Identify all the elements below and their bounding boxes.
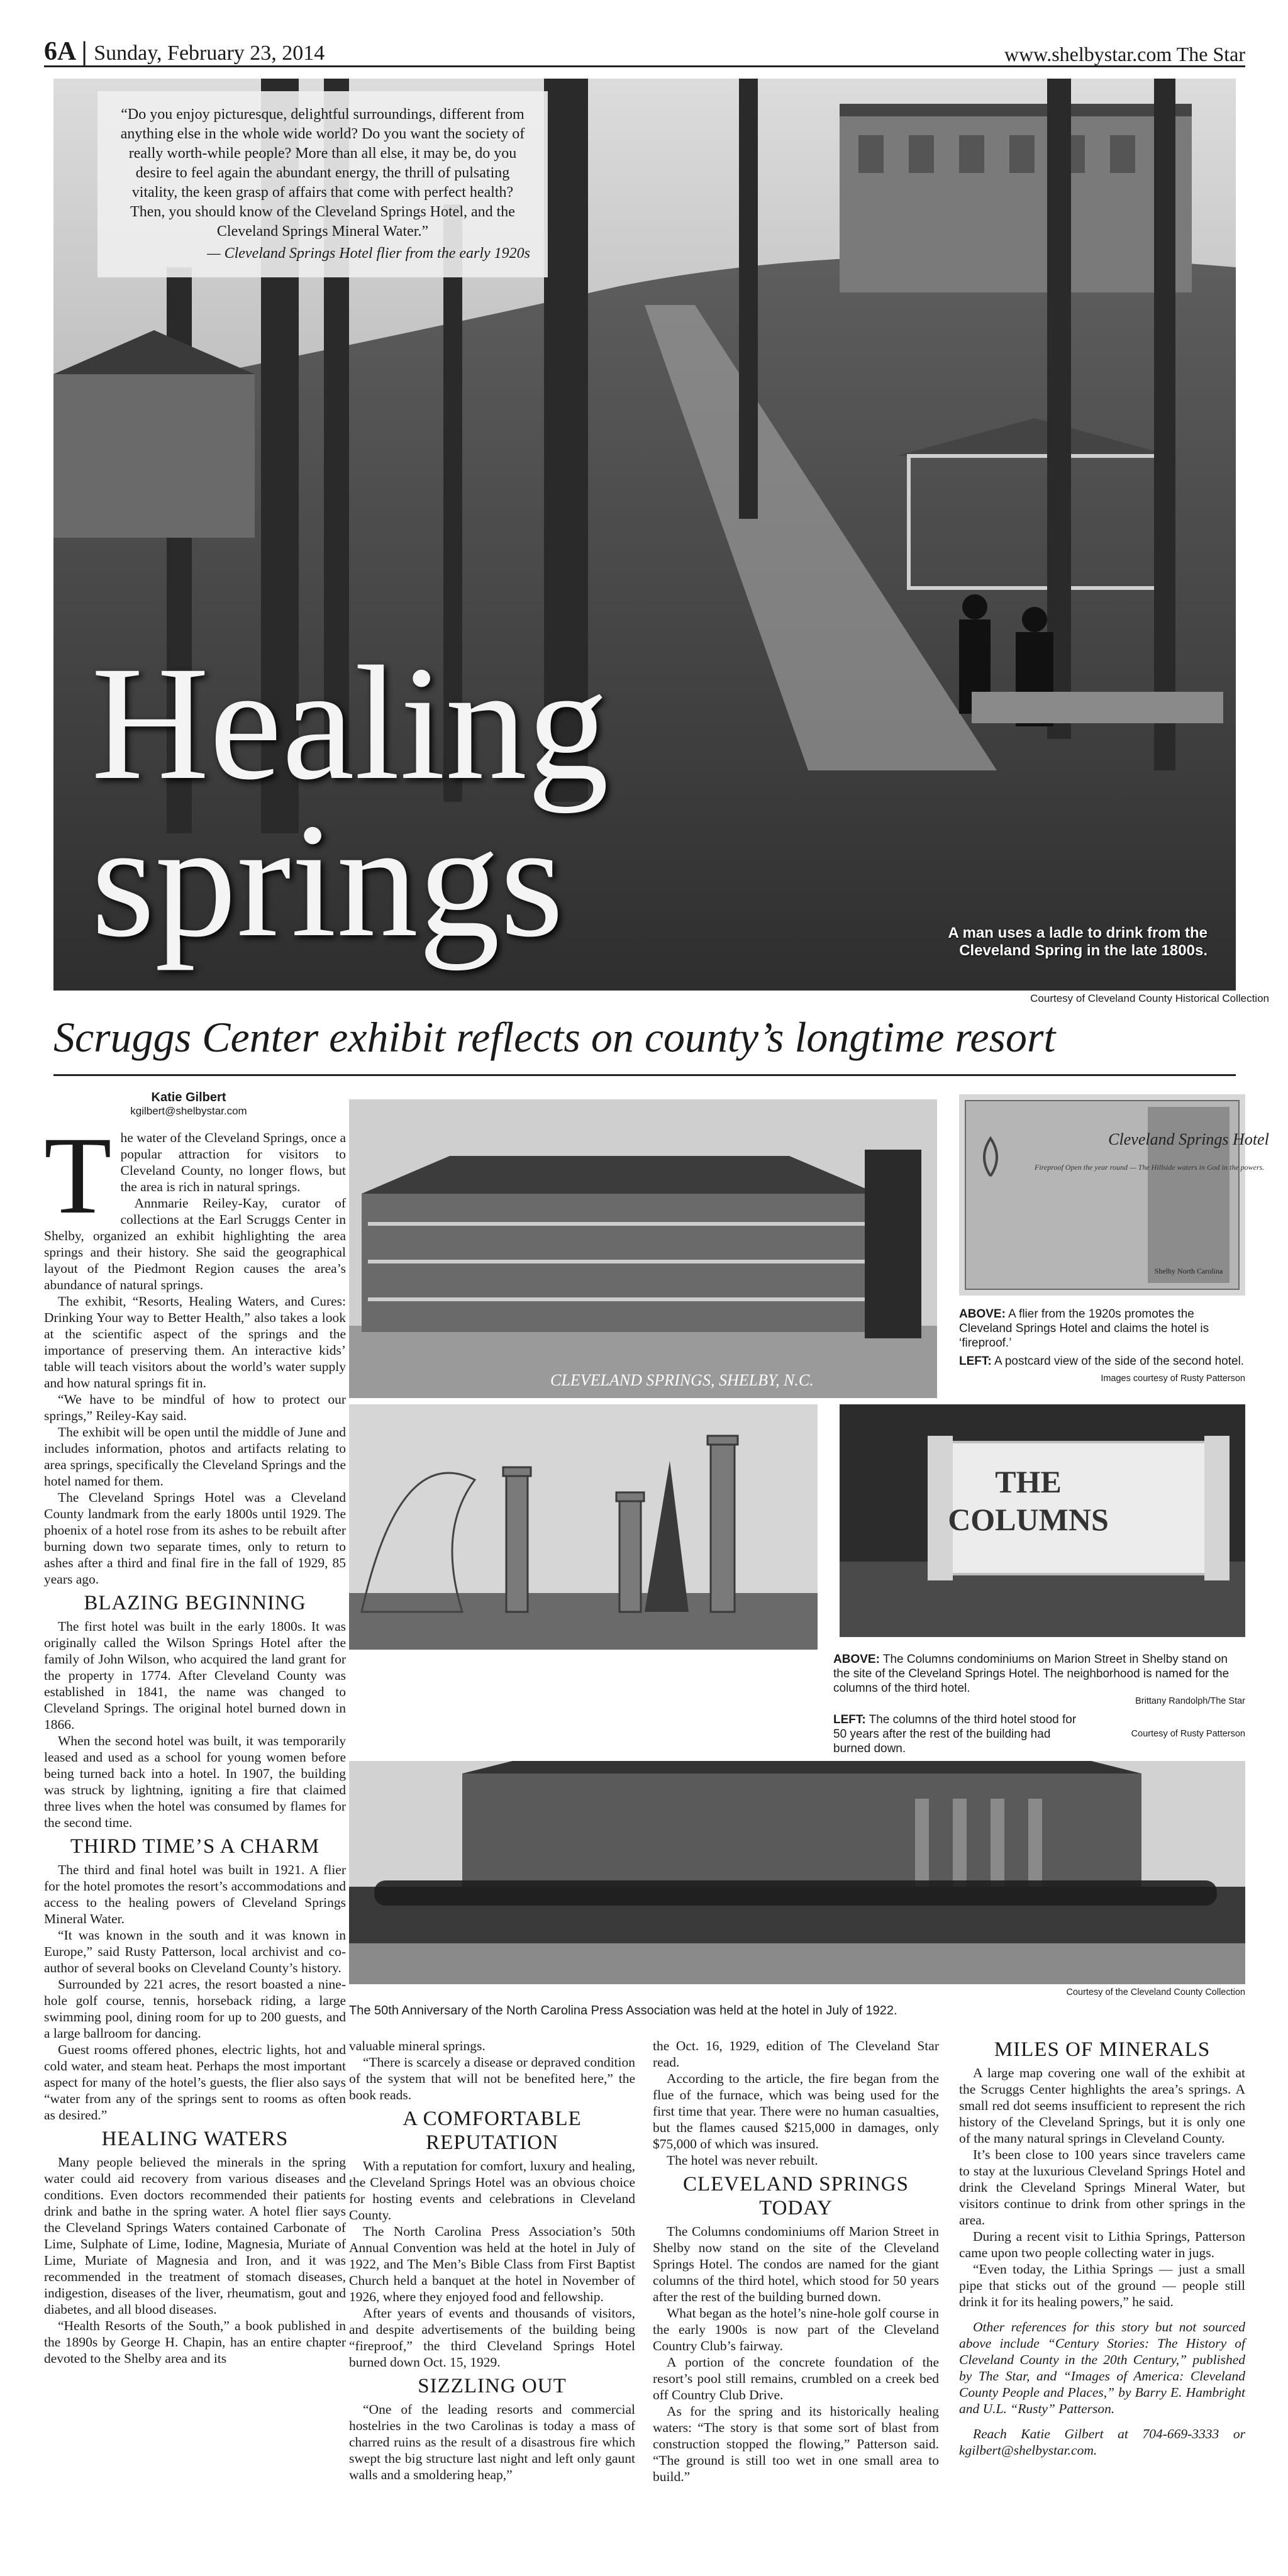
caption-label: ABOVE: — [833, 1653, 880, 1666]
paragraph: the Oct. 16, 1929, edition of The Cleveland Star read. — [653, 2038, 939, 2070]
paragraph: The Cleveland Springs Hotel was a Cleveland County landmark from the early 1800s until 1929. The phoenix of a hotel rose from its ashes to be rebuilt after burning down two separate times, only to return to ashes after a third and final fire in the fall of 1929, 85 years ago. — [44, 1490, 346, 1587]
paragraph: Guest rooms offered phones, electric lights, hot and cold water, and steam heat. Perhaps the most important aspect for many of the hotel’s guests, the flier also says “water from any of the springs sent to rooms as often as desired.” — [44, 2042, 346, 2123]
columns-sign-photo — [840, 1404, 1245, 1637]
caption-text: A postcard view of the side of the second hotel. — [991, 1355, 1245, 1368]
article-column-2 — [349, 2038, 635, 2483]
paragraph: The third and final hotel was built in 1921. A flier for the hotel promotes the resort’s accommodations and access to the healing powers of Cleveland Springs Mineral Water. — [44, 1862, 346, 1926]
sources-note: Other references for this story but not sourced above include “Century Stories: The History of Cleveland County in the 20th Century,” published by The Star, and “Images of America: Cleveland County People and Places,” by Barry E. Hambright and U.L. “Rusty” Patterson. — [959, 2319, 1245, 2416]
paragraph: The North Carolina Press Association’s 50th Annual Convention was held at the hotel in July of 1922, and The Men’s Bible Class from First Baptist Church held a banquet at the hotel in November of 1926, where they enjoyed food and fellowship. — [349, 2224, 635, 2304]
paragraph: valuable mineral springs. — [349, 2038, 486, 2053]
headline-line-1: Healing — [91, 633, 609, 814]
paragraph: As for the spring and its historically healing waters: “The story is that some sort of blast from construction stopped the flowing,” Patterson said. “The ground is still too wet in one small area to build.” — [653, 2404, 939, 2484]
site-name: www.shelbystar.com The Star — [1004, 43, 1245, 65]
photo-credit: Courtesy of Rusty Patterson — [1131, 1729, 1245, 1739]
paragraph: With a reputation for comfort, luxury and healing, the Cleveland Springs Hotel was an obvious choice for hosting events and celebrations in Cleveland County. — [349, 2158, 635, 2223]
headline-line-2: springs — [91, 790, 564, 971]
caption-text: The Columns condominiums on Marion Street in Shelby stand on the site of the Cleveland Springs Hotel. The neighborhood is named for the columns of the third hotel. — [833, 1653, 1230, 1695]
postcard-caption — [959, 1354, 1245, 1368]
section-heading: SIZZLING OUT — [418, 2375, 567, 2397]
drop-cap: T — [44, 1114, 112, 1237]
paragraph: What began as the hotel’s nine-hole golf course in the early 1900s is now part of the Cleveland Country Club’s fairway. — [653, 2306, 939, 2353]
section-heading: A COMFORTABLE REPUTATION — [402, 2107, 582, 2154]
columns-sign-scene — [840, 1404, 1245, 1637]
paragraph: “We have to be mindful of how to protect our springs,” Reiley-Kay said. — [44, 1392, 346, 1423]
flier-footer: Shelby North Carolina — [1154, 1267, 1223, 1275]
hero-credit: Courtesy of Cleveland County Historical Collection — [1030, 992, 1269, 1004]
photo-credit: Images courtesy of Rusty Patterson — [1101, 1374, 1245, 1384]
paragraph: “There is scarcely a disease or depraved condition of the system that will not be benefited here,” the book reads. — [349, 2055, 635, 2102]
byline-email: kgilbert@shelbystar.com — [130, 1105, 247, 1117]
paragraph: Annmarie Reiley-Kay, curator of collections at the Earl Scruggs Center in Shelby, organized an exhibit highlighting the area springs and their history. She said the geographical layout of the Piedmont Region causes the area’s abundance of natural springs. — [44, 1196, 346, 1292]
hotel-postcard-photo — [349, 1099, 937, 1398]
subheadline: Scruggs Center exhibit reflects on county’s longtime resort — [53, 1013, 1056, 1061]
caption-label: ABOVE: — [959, 1307, 1006, 1321]
press-association-scene — [349, 1761, 1245, 1984]
hero-quote-box — [97, 91, 548, 277]
paragraph: A portion of the concrete foundation of the resort’s pool still remains, crumbled on a creek bed off Country Club Drive. — [653, 2355, 939, 2402]
section-heading: THIRD TIME’S A CHARM — [70, 1835, 320, 1858]
paragraph: During a recent visit to Lithia Springs, Patterson came upon two people collecting water in jugs. — [959, 2229, 1245, 2260]
flier-caption — [959, 1307, 1245, 1350]
flier-scene — [959, 1094, 1269, 1296]
hero-quote: “Do you enjoy picturesque, delightful surroundings, different from anything else in the whole wide world? Do you want the society of really worth-while people? More than all else, it may be, do you desire to feel again the abundant energy, the thrill of pulsating vitality, the keen grasp of affairs that come with perfect health? Then, you should know of the Cleveland Springs Hotel, and the Cleveland Springs Mineral Water.” — [120, 106, 525, 240]
sign-caption — [833, 1652, 1245, 1696]
section-heading: MILES OF MINERALS — [994, 2038, 1211, 2061]
hotel-postcard-scene — [349, 1099, 937, 1398]
flier-title: Cleveland Springs Hotel — [1108, 1130, 1269, 1148]
paragraph: It’s been close to 100 years since travelers came to stay at the luxurious Cleveland Springs Hotel and drink the Cleveland Springs Mineral Water, but visitors continue to drink from other springs in the area. — [959, 2147, 1245, 2228]
paragraph: According to the article, the fire began from the flue of the furnace, which was being used for the first time that year. There were no human casualties, but the flames caused $215,000 in damages, only $75,000 of which was insured. — [653, 2071, 939, 2151]
issue-date: Sunday, February 23, 2014 — [94, 42, 325, 65]
paragraph: “Health Resorts of the South,” a book published in the 1890s by George H. Chapin, has an entire chapter devoted to the Shelby area and its — [44, 2318, 346, 2366]
paragraph: The exhibit, “Resorts, Healing Waters, and Cures: Drinking Your way to Better Health,” also takes a look at the scientific aspect of the springs and the importance of preserving them. An interactive kids’ table will teach visitors about the world’s water supply and how natural springs fit in. — [44, 1294, 346, 1391]
paragraph: A large map covering one wall of the exhibit at the Scruggs Center highlights the area’s springs. A small red dot seems insufficient to represent the rich history of the Cleveland Springs, but it is only one of the many natural springs in Cleveland County. — [959, 2065, 1245, 2146]
page-number: 6A — [44, 37, 75, 66]
paragraph: The exhibit will be open until the middle of June and includes information, photos and artifacts relating to area springs, specifically the Cleveland Springs and the hotel named for them. — [44, 1424, 346, 1489]
paragraph: Surrounded by 221 acres, the resort boasted a nine-hole golf course, tennis, horseback riding, a large swimming pool, dining room for up to 200 guests, and a large ballroom for dancing. — [44, 1977, 346, 2041]
photo-credit: Brittany Randolph/The Star — [1135, 1696, 1245, 1706]
paragraph: “It was known in the south and it was known in Europe,” said Rusty Patterson, local archivist and co-author of several books on Cleveland County’s history. — [44, 1928, 346, 1975]
caption-text: The columns of the third hotel stood for 50 years after the rest of the building had burned down. — [833, 1713, 1077, 1755]
section-heading: HEALING WATERS — [101, 2128, 289, 2150]
caption-label: LEFT: — [833, 1713, 866, 1726]
caption-label: LEFT: — [959, 1355, 992, 1368]
columns-ruins-scene — [349, 1404, 818, 1650]
press-association-photo — [349, 1761, 1245, 1984]
paragraph: The hotel was never rebuilt. — [667, 2153, 818, 2168]
postcard-caption-text: CLEVELAND SPRINGS, SHELBY, N.C. — [550, 1371, 814, 1389]
lead-text: he water of the Cleveland Springs, once a popular attraction for visitors to Cleveland County, no longer flows, but the area is rich in natural springs. — [120, 1130, 346, 1194]
page-number-date: 6A | Sunday, February 23, 2014 — [44, 37, 325, 66]
flier-photo — [959, 1094, 1269, 1296]
section-heading: BLAZING BEGINNING — [84, 1592, 306, 1614]
paragraph: After years of events and thousands of visitors, and despite advertisements of the building being “fireproof,” the third Cleveland Springs Hotel burned down Oct. 15, 1929. — [349, 2306, 635, 2370]
hero-photo — [53, 79, 1236, 991]
ruins-caption — [833, 1713, 1085, 1756]
contact-note: Reach Katie Gilbert at 704-669-3333 or kgilbert@shelbystar.com. — [959, 2426, 1245, 2458]
article-column-1 — [44, 1114, 346, 2367]
columns-ruins-photo — [349, 1404, 818, 1650]
byline-name: Katie Gilbert — [151, 1091, 226, 1104]
subhead-rule — [53, 1074, 1236, 1076]
article-column-3 — [653, 2038, 939, 2485]
paragraph: Many people believed the minerals in the spring water could aid recovery from various diseases and conditions. Even doctors recommended their patients drink and bathe in the spring water. A hotel flier says the Cleveland Springs Waters contained Carbonate of Lime, Sulphate of Lime, Iodine, Magnesia, Muriate of Lime, Muriate of Magnesia and Iron, and it was recommended in the treatment of stomach diseases, indigestion, diseases of the liver, rheumatism, gout and diabetes, and all blood diseases. — [44, 2155, 346, 2317]
hero-quote-attribution: — Cleveland Springs Hotel flier from the early 1920s — [207, 245, 530, 262]
paragraph: The Columns condominiums off Marion Street in Shelby now stand on the site of the Cleveland Springs Hotel. The condos are named for the giant columns of the third hotel, which stood for 50 years after the rest of the building burned down. — [653, 2224, 939, 2304]
page-header — [44, 35, 1245, 67]
byline — [107, 1091, 270, 1118]
photo-credit: Courtesy of the Cleveland County Collection — [1066, 1987, 1245, 1997]
lead-paragraph — [44, 1114, 346, 1237]
sign-line-1: THE — [995, 1464, 1062, 1499]
group-photo-caption: The 50th Anniversary of the North Carolina Press Association was held at the hotel in July of 1922. — [349, 2004, 897, 2018]
paragraph: The first hotel was built in the early 1800s. It was originally called the Wilson Springs Hotel after the family of John Wilson, who acquired the land grant for the property in 1774. After Cleveland County was established in 1841, the name was changed to Cleveland Springs. The original hotel burned down in 1866. — [44, 1619, 346, 1732]
flier-text: Fireproof Open the year round — The Hillside waters in God in the powers. — [1035, 1163, 1265, 1172]
article-column-4 — [959, 2038, 1245, 2458]
headline — [91, 633, 609, 971]
paragraph: When the second hotel was built, it was temporarily leased and used as a school for young women before being turned back into a hotel. In 1907, the building was struck by lightning, igniting a fire that claimed three lives when the hotel was consumed by flames for the second time. — [44, 1733, 346, 1830]
hero-caption: A man uses a ladle to drink from the Cleveland Spring in the late 1800s. — [948, 924, 1208, 959]
paragraph: “Even today, the Lithia Springs — just a small pipe that sticks out of the ground — people still drink it for its healing powers,” he said. — [959, 2262, 1245, 2309]
sign-line-2: COLUMNS — [948, 1502, 1109, 1537]
caption-text: A flier from the 1920s promotes the Cleveland Springs Hotel and claims the hotel is ‘fireproof.’ — [959, 1307, 1209, 1350]
section-heading: CLEVELAND SPRINGS TODAY — [683, 2173, 909, 2219]
paragraph: “One of the leading resorts and commercial hostelries in the two Carolinas is today a mass of charred ruins as the result of a disastrous fire which swept the big structure last night and left only gaunt walls and a smoldering heap,” — [349, 2402, 635, 2482]
